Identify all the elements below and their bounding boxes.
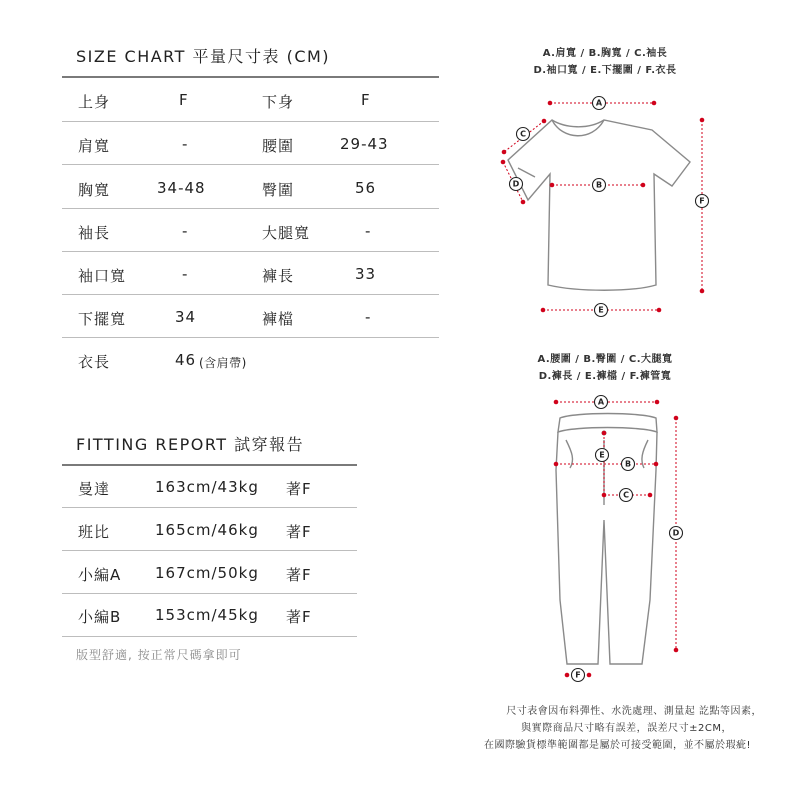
size-chart-cell-r-value: 29-43: [340, 135, 389, 153]
size-chart-cell-l-label: 肩寬: [78, 137, 111, 155]
size-chart-cell-l-label: 胸寬: [78, 181, 111, 199]
fitting-size: 著F: [286, 608, 312, 626]
size-chart-cell-r-label: 大腿寬: [262, 224, 311, 242]
size-chart-cell-r-label: 臀圍: [262, 181, 295, 199]
size-chart-cell-l-value: -: [182, 135, 189, 153]
size-chart-cell-l-value-note: (含肩帶): [199, 356, 247, 370]
size-chart-cell-r-value: -: [365, 308, 372, 326]
bottom-badge-b-letter: B: [624, 459, 632, 469]
fitting-size: 著F: [286, 480, 312, 498]
fitting-name: 班比: [78, 523, 111, 541]
top-badge-a-letter: A: [595, 98, 603, 108]
size-chart-cell-r-value: 33: [355, 265, 377, 283]
top-legend-line1: A.肩寬 / B.胸寬 / C.袖長: [542, 48, 668, 59]
size-chart-cell-r-value: -: [365, 222, 372, 240]
top-badge-f-letter: F: [699, 196, 705, 206]
bottom-badge-f-letter: F: [575, 670, 581, 680]
fitting-stats: 165cm/46kg: [155, 521, 259, 539]
size-chart-cell-l-label: 袖長: [78, 224, 111, 242]
fitting-name: 小編A: [78, 566, 122, 584]
bottom-badge-e: [596, 449, 609, 462]
size-chart-cell-r-label: 下身: [262, 93, 295, 111]
top-legend-line2: D.袖口寬 / E.下擺圍 / F.衣長: [533, 65, 677, 76]
fitting-stats: 153cm/45kg: [155, 606, 259, 624]
bottom-legend-line1: A.腰圍 / B.臀圍 / C.大腿寬: [537, 354, 673, 365]
fitting-name: 曼達: [78, 480, 111, 498]
size-chart-cell-l-value: -: [182, 265, 189, 283]
fitting-note: 版型舒適, 按正常尺碼拿即可: [76, 648, 242, 662]
size-chart-cell-l-label: 下擺寬: [78, 310, 127, 328]
size-chart-cell-l-value: 46: [175, 351, 197, 369]
bottom-badge-c-letter: C: [623, 490, 629, 500]
bottom-badge-a: [595, 396, 608, 409]
size-chart-cell-l-value: F: [179, 91, 189, 109]
size-chart-cell-l-value: 34: [175, 308, 197, 326]
top-badge-b: [593, 179, 606, 192]
size-chart-cell-l-label: 袖口寬: [78, 267, 127, 285]
size-chart-cell-l-value: 34-48: [157, 179, 206, 197]
top-badge-e-letter: E: [598, 305, 604, 315]
size-chart-title: SIZE CHART 平量尺寸表 (CM): [76, 47, 331, 66]
size-chart-cell-l-value: -: [182, 222, 189, 240]
size-chart-cell-r-value: 56: [355, 179, 377, 197]
fitting-size: 著F: [286, 523, 312, 541]
top-badge-c-letter: C: [520, 129, 526, 139]
bottom-badge-b: [622, 458, 635, 471]
fitting-stats: 163cm/43kg: [155, 478, 259, 496]
size-chart-cell-l-label: 衣長: [78, 353, 111, 371]
bottom-legend-line2: D.褲長 / E.褲檔 / F.褲管寬: [538, 371, 672, 382]
size-chart-cell-r-label: 腰圍: [262, 137, 295, 155]
bottom-badge-f: [572, 669, 585, 682]
fitting-stats: 167cm/50kg: [155, 564, 259, 582]
bottom-badge-d-letter: D: [672, 528, 680, 538]
size-chart-cell-r-label: 褲檔: [262, 310, 295, 328]
top-badge-d: [510, 178, 523, 191]
top-badge-c: [517, 128, 530, 141]
disclaimer-line2: 與實際商品尺寸略有誤差，誤差尺寸±2CM，: [521, 723, 732, 734]
top-badge-a: [593, 97, 606, 110]
bottom-badge-a-letter: A: [597, 397, 605, 407]
size-chart-cell-r-label: 褲長: [262, 267, 295, 285]
top-badge-f: [696, 195, 709, 208]
bottom-badge-e-letter: E: [599, 450, 605, 460]
disclaimer-line3: 在國際驗貨標準範圍都是屬於可接受範圍，並不屬於瑕疵!: [483, 740, 751, 751]
size-chart-cell-r-value: F: [361, 91, 371, 109]
top-badge-e: [595, 304, 608, 317]
bottom-badge-d: [670, 527, 683, 540]
fitting-size: 著F: [286, 566, 312, 584]
bottom-badge-c: [620, 489, 633, 502]
top-badge-d-letter: D: [512, 179, 520, 189]
disclaimer-line1: 尺寸表會因布料彈性、水洗處理、測量起 訖點等因素，: [506, 706, 762, 717]
top-badge-b-letter: B: [595, 180, 603, 190]
fitting-name: 小編B: [78, 608, 122, 626]
tshirt-outline: [508, 120, 690, 290]
fitting-report-title: FITTING REPORT 試穿報告: [76, 435, 305, 454]
size-chart-cell-l-label: 上身: [78, 93, 111, 111]
